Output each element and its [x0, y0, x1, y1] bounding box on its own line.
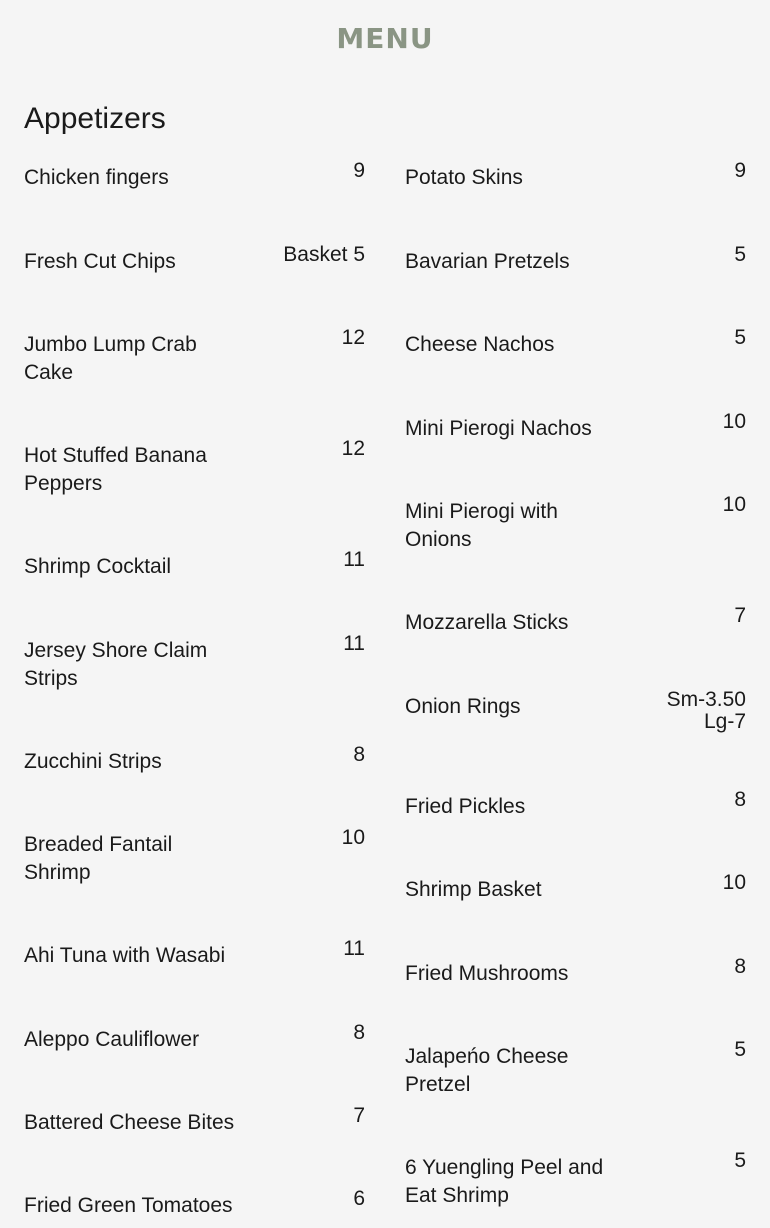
menu-item-name: Jalapeńo Cheese Pretzel: [405, 1045, 569, 1096]
menu-item: [24, 438, 365, 549]
menu-item-name: Mini Pierogi with Onions: [405, 500, 558, 551]
menu-item: [405, 689, 746, 789]
menu-item-price: 10: [722, 871, 746, 894]
menu-item-price: 7: [353, 1104, 365, 1127]
menu-item-price: 5: [734, 1038, 746, 1061]
menu-item: [24, 744, 365, 827]
left-menu-column: [24, 160, 365, 1228]
menu-item-price: 5: [734, 326, 746, 349]
menu-item: [405, 160, 746, 244]
menu-item-name: Shrimp Basket: [405, 878, 542, 901]
menu-item: [405, 1039, 746, 1150]
menu-item-name: Shrimp Cocktail: [24, 555, 172, 578]
menu-item-name: Aleppo Cauliflower: [24, 1028, 200, 1051]
menu-item: [24, 827, 365, 938]
menu-item: [24, 1188, 365, 1228]
menu-item-name: Mozzarella Sticks: [405, 611, 569, 634]
menu-item: [24, 1105, 365, 1188]
menu-item-name: Jersey Shore Claim Strips: [24, 639, 208, 690]
menu-item-name: Fried Green Tomatoes: [24, 1194, 233, 1217]
menu-item-price: 6: [353, 1187, 365, 1210]
menu-item: [405, 872, 746, 956]
menu-item-price: Basket 5: [283, 243, 365, 266]
menu-item-name: Fried Pickles: [405, 795, 526, 818]
menu-item-price: 12: [341, 437, 365, 460]
menu-item-price: 5: [734, 1149, 746, 1172]
menu-item: [405, 411, 746, 494]
menu-item-price: 8: [353, 1021, 365, 1044]
menu-item: [405, 1150, 746, 1210]
menu-item: [24, 244, 365, 327]
menu-item-price: 11: [343, 632, 365, 655]
menu-item-name: Cheese Nachos: [405, 333, 555, 356]
menu-item-price: 8: [734, 788, 746, 811]
menu-item-price: 11: [343, 937, 365, 960]
menu-item-price: 9: [353, 159, 365, 182]
menu-item-price: Sm-3.50 Lg-7: [666, 688, 746, 733]
page-title: MENU: [336, 22, 434, 55]
menu-item-name: Jumbo Lump Crab Cake: [24, 333, 197, 384]
menu-item-price: 9: [734, 159, 746, 182]
menu-item-name: Zucchini Strips: [24, 750, 162, 773]
menu-item: [405, 244, 746, 327]
menu-item-name: Chicken fingers: [24, 166, 169, 189]
menu-item-name: Breaded Fantail Shrimp: [24, 833, 173, 884]
menu-item-price: 10: [722, 493, 746, 516]
menu-item: [24, 938, 365, 1022]
menu-item: [24, 1022, 365, 1105]
menu-item-name: Ahi Tuna with Wasabi: [24, 944, 226, 967]
section-title-appetizers: Appetizers: [24, 102, 166, 135]
menu-item: [405, 956, 746, 1039]
menu-item-name: Battered Cheese Bites: [24, 1111, 235, 1134]
menu-item: [24, 327, 365, 438]
menu-item-price: 10: [341, 826, 365, 849]
menu-item: [24, 549, 365, 633]
menu-item: [24, 633, 365, 744]
menu-item-price: 12: [341, 326, 365, 349]
menu-item: [405, 605, 746, 689]
menu-item-name: Fresh Cut Chips: [24, 250, 176, 273]
menu-item-name: Mini Pierogi Nachos: [405, 417, 592, 440]
menu-item-price: 8: [734, 955, 746, 978]
menu-item-price: 5: [734, 243, 746, 266]
menu-item-name: Potato Skins: [405, 166, 523, 189]
menu-item-price: 8: [353, 743, 365, 766]
menu-item: [405, 789, 746, 872]
menu-item-name: Bavarian Pretzels: [405, 250, 570, 273]
menu-item-name: 6 Yuengling Peel and Eat Shrimp: [405, 1156, 604, 1207]
menu-item-price: 11: [343, 548, 365, 571]
menu-item: [24, 160, 365, 244]
menu-item: [405, 494, 746, 605]
menu-item: [405, 327, 746, 411]
menu-item-price: 7: [734, 604, 746, 627]
menu-item-name: Onion Rings: [405, 695, 521, 718]
menu-item-name: Hot Stuffed Banana Peppers: [24, 444, 207, 495]
menu-item-name: Fried Mushrooms: [405, 962, 569, 985]
right-menu-column: [405, 160, 746, 1210]
menu-item-price: 10: [722, 410, 746, 433]
